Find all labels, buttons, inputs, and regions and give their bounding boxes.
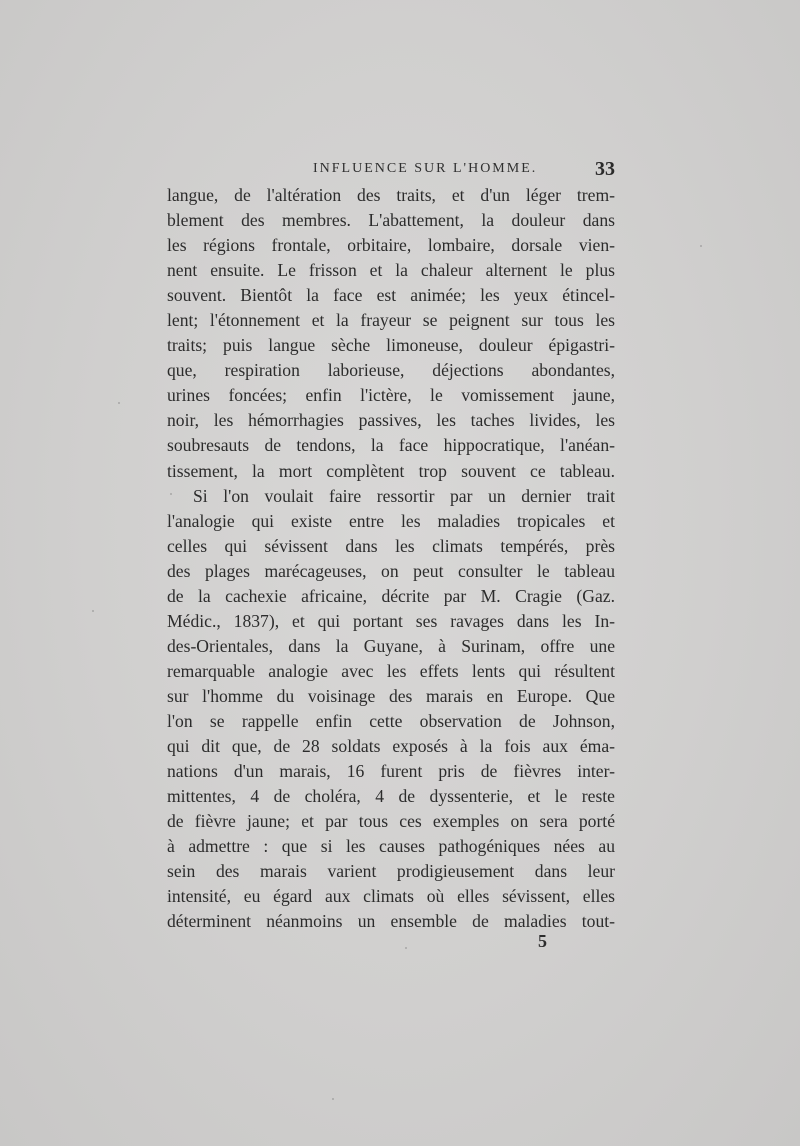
speck: [332, 1098, 334, 1100]
text-line: nent ensuite. Le frisson et la chaleur alternent le plus: [167, 260, 615, 281]
text-line: lent; l'étonnement et la frayeur se peignent sur tous les: [167, 310, 615, 331]
text-line: soubresauts de tendons, la face hippocratique, l'anéan-: [167, 435, 615, 456]
text-line: traits; puis langue sèche limoneuse, douleur épigastri-: [167, 335, 615, 356]
signature-mark: 5: [538, 931, 547, 951]
text-line: les régions frontale, orbitaire, lombaire, dorsale vien-: [167, 235, 615, 256]
text-line: de fièvre jaune; et par tous ces exemples on sera porté: [167, 811, 615, 832]
text-line: sur l'homme du voisinage des marais en Europe. Que: [167, 685, 615, 706]
text-line: Médic., 1837), et qui portant ses ravages dans les In-: [167, 610, 615, 631]
speck: [92, 610, 94, 612]
body-text: [167, 183, 615, 934]
text-line: intensité, eu égard aux climats où elles sévissent, elles: [167, 886, 615, 907]
text-line: l'on se rappelle enfin cette observation de Johnson,: [167, 710, 615, 731]
speck: [405, 947, 407, 949]
text-line: langue, de l'altération des traits, et d'un léger trem-: [167, 185, 615, 205]
text-line: nations d'un marais, 16 furent pris de fièvres inter-: [167, 761, 615, 782]
text-line: que, respiration laborieuse, déjections abondantes,: [167, 360, 615, 381]
page-number: 33: [595, 158, 615, 180]
text-line: noir, les hémorrhagies passives, les taches livides, les: [167, 410, 615, 431]
speck: [700, 245, 702, 247]
text-line: remarquable analogie avec les effets lents qui résultent: [167, 660, 615, 681]
text-line: déterminent néanmoins un ensemble de maladies tout-: [167, 911, 615, 932]
text-line: de la cachexie africaine, décrite par M. Cragie (Gaz.: [167, 585, 615, 606]
page-header: [165, 160, 615, 184]
text-line: des-Orientales, dans la Guyane, à Surinam, offre une: [167, 635, 615, 656]
text-line: blement des membres. L'abattement, la douleur dans: [167, 210, 615, 231]
text-line: mittentes, 4 de choléra, 4 de dyssenterie, et le reste: [167, 786, 615, 807]
text-line: sein des marais varient prodigieusement dans leur: [167, 861, 615, 882]
speck: [118, 402, 120, 404]
text-line: Si l'on voulait faire ressortir par un dernier trait: [193, 485, 615, 506]
text-line: urines foncées; enfin l'ictère, le vomissement jaune,: [167, 385, 615, 406]
running-head: INFLUENCE SUR L'HOMME.: [313, 161, 538, 176]
text-line: celles qui sévissent dans les climats tempérés, près: [167, 535, 615, 556]
text-line: des plages marécageuses, on peut consulter le tableau: [167, 560, 615, 581]
text-line: à admettre : que si les causes pathogéniques nées au: [167, 836, 615, 857]
text-line: tissement, la mort complètent trop souvent ce tableau.: [167, 460, 615, 481]
text-line: qui dit que, de 28 soldats exposés à la fois aux éma-: [167, 736, 615, 757]
speck: [170, 493, 172, 495]
text-line: l'analogie qui existe entre les maladies tropicales et: [167, 510, 615, 531]
text-line: souvent. Bientôt la face est animée; les yeux étincel-: [167, 285, 615, 306]
